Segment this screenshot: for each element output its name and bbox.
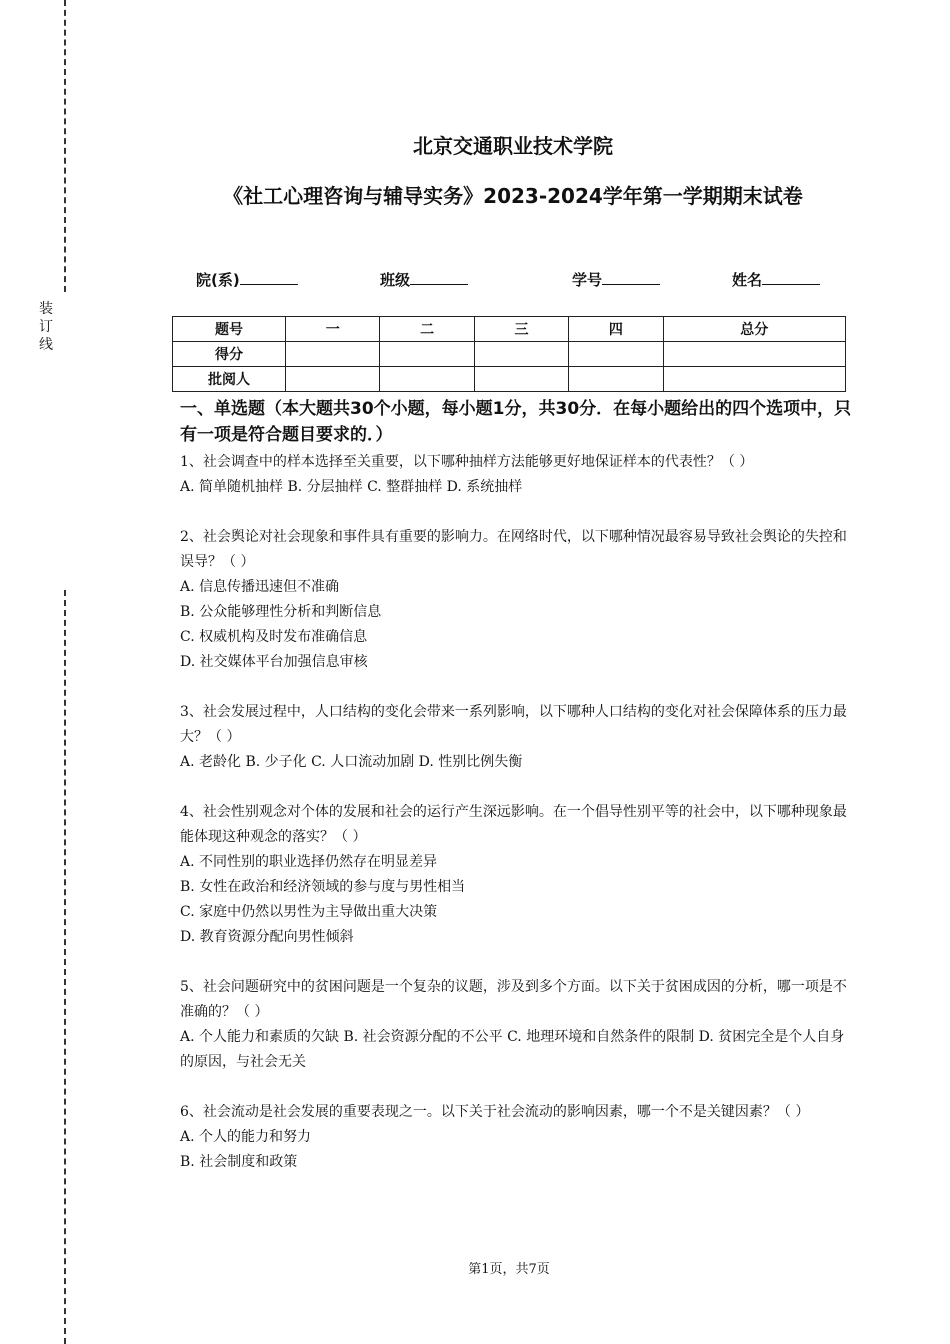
score-header-cell: 三 [474,317,568,342]
option-b: B. 女性在政治和经济领域的参与度与男性相当 [180,879,466,895]
question-2 [180,525,852,675]
score-cell[interactable] [474,367,568,392]
score-cell[interactable] [663,342,846,367]
question-options: A. 简单随机抽样 B. 分层抽样 C. 整群抽样 D. 系统抽样 [180,479,523,495]
question-options: A. 个人能力和素质的欠缺 B. 社会资源分配的不公平 C. 地理环境和自然条件的限制 D. 贫困完全是个人自身的原因，与社会无关 [180,1029,845,1070]
option-a: A. 信息传播迅速但不准确 [180,579,340,595]
info-student-id-label: 学号 [572,271,603,289]
option-d: D. 社交媒体平台加强信息审核 [180,654,368,670]
score-row-label: 批阅人 [173,367,286,392]
question-stem: 3、社会发展过程中，人口结构的变化会带来一系列影响，以下哪种人口结构的变化对社会保障体系的压力最大？（ ） [180,704,847,745]
score-header-cell: 一 [286,317,380,342]
score-table [172,316,846,392]
info-class [380,268,468,290]
question-5 [180,975,852,1075]
info-name [732,268,820,290]
score-cell[interactable] [474,342,568,367]
question-stem: 1、社会调查中的样本选择至关重要，以下哪种抽样方法能够更好地保证样本的代表性？（ ） [180,454,754,470]
option-b: B. 社会制度和政策 [180,1154,298,1170]
student-info-row [0,268,950,292]
score-cell[interactable] [286,342,380,367]
score-row-label: 得分 [173,342,286,367]
score-cell[interactable] [380,342,474,367]
score-header-cell: 四 [569,317,663,342]
question-stem: 5、社会问题研究中的贫困问题是一个复杂的议题，涉及到多个方面。以下关于贫困成因的分析，哪一项是不准确的？（ ） [180,979,847,1020]
score-cell[interactable] [286,367,380,392]
binding-dashed-line-bottom [64,590,66,1344]
option-a: A. 不同性别的职业选择仍然存在明显差异 [180,854,438,870]
option-c: C. 家庭中仍然以男性为主导做出重大决策 [180,904,438,920]
score-cell[interactable] [569,342,663,367]
score-cell[interactable] [380,367,474,392]
score-table-header-row [173,317,846,342]
section-heading: 一、单选题（本大题共30个小题，每小题1分，共30分．在每小题给出的四个选项中，只有一项是符合题目要求的．） [180,399,852,445]
score-header-cell: 题号 [173,317,286,342]
question-3 [180,700,852,775]
question-options: A. 老龄化 B. 少子化 C. 人口流动加剧 D. 性别比例失衡 [180,754,523,770]
question-1 [180,450,852,500]
question-stem: 6、社会流动是社会发展的重要表现之一。以下关于社会流动的影响因素，哪一个不是关键因素？（ ） [180,1104,810,1120]
score-cell[interactable] [569,367,663,392]
option-a: A. 个人的能力和努力 [180,1129,312,1145]
info-class-label: 班级 [380,271,411,289]
score-header-cell: 二 [380,317,474,342]
class-blank[interactable] [410,268,468,285]
question-stem: 2、社会舆论对社会现象和事件具有重要的影响力。在网络时代，以下哪种情况最容易导致社会舆论的失控和误导？（ ） [180,529,847,570]
option-d: D. 教育资源分配向男性倾斜 [180,929,354,945]
score-cell[interactable] [663,367,846,392]
school-name: 北京交通职业技术学院 [413,134,613,158]
question-4 [180,800,852,950]
info-department [196,268,298,290]
info-student-id [572,268,660,290]
page-number: 第1页，共7页 [468,1262,550,1277]
exam-content [180,396,852,1200]
name-blank[interactable] [762,268,820,285]
info-name-label: 姓名 [732,271,763,289]
option-c: C. 权威机构及时发布准确信息 [180,629,368,645]
question-stem: 4、社会性别观念对个体的发展和社会的运行产生深远影响。在一个倡导性别平等的社会中，以下哪种现象最能体现这种观念的落实？（ ） [180,804,847,845]
question-6 [180,1100,852,1175]
binding-label: 装订线 [39,301,53,353]
exam-title: 《社工心理咨询与辅导实务》2023-2024学年第一学期期末试卷 [223,184,803,208]
info-department-label: 院(系) [196,271,240,289]
student-id-blank[interactable] [602,268,660,285]
score-table-row [173,367,846,392]
department-blank[interactable] [240,268,298,285]
score-header-cell: 总分 [663,317,846,342]
option-b: B. 公众能够理性分析和判断信息 [180,604,382,620]
score-table-row [173,342,846,367]
